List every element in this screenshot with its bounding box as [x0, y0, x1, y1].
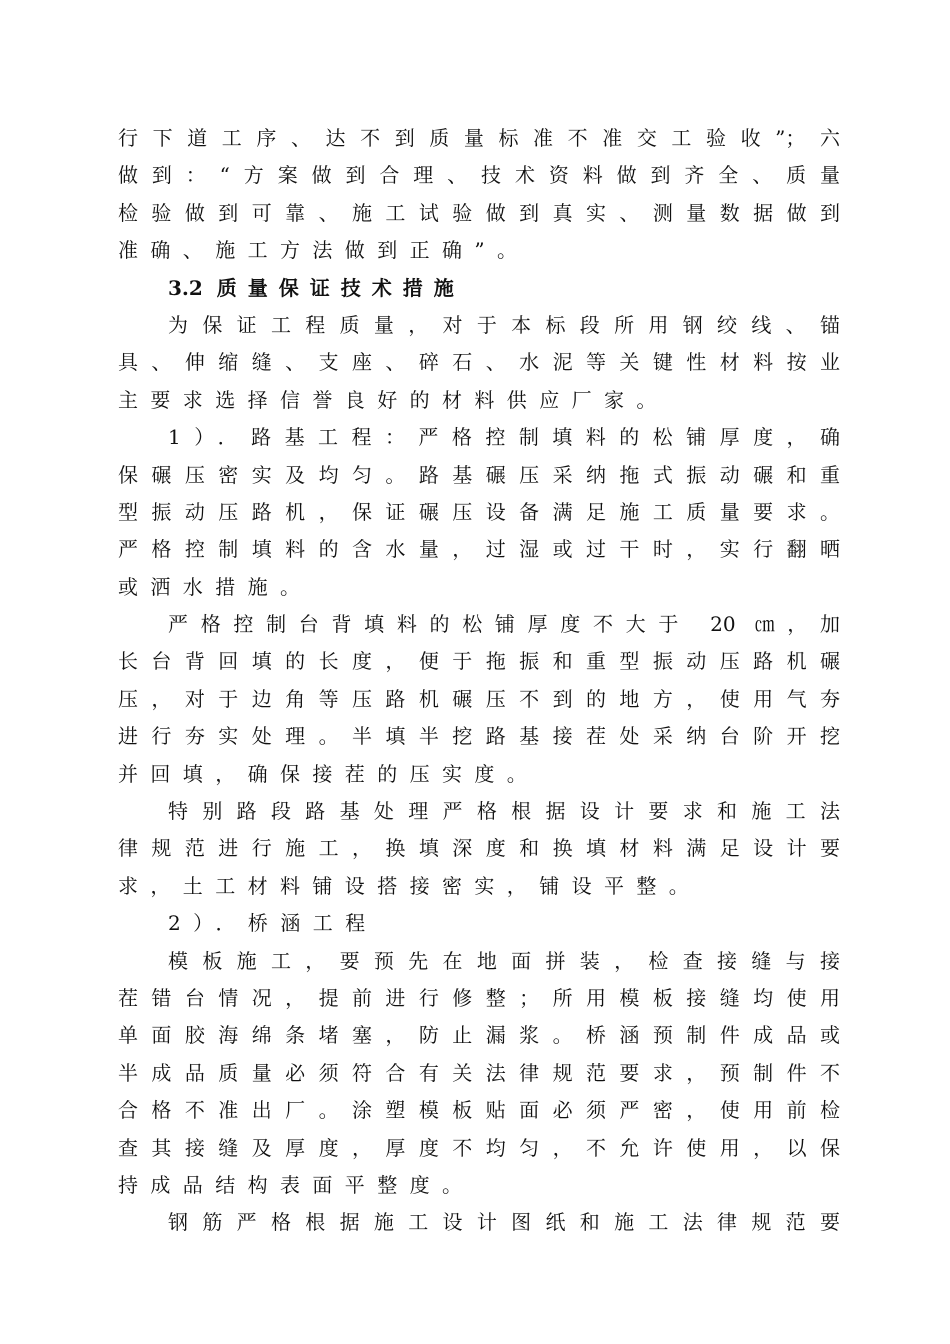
paragraph-line-6: 具、伸缩缝、支座、碎石、水泥等关键性材料按业 — [118, 350, 840, 375]
section-heading — [118, 270, 840, 307]
paragraph-line-9: 保碾压密实及均匀。路基碾压采纳拖式振动碾和重 — [118, 462, 840, 487]
paragraph-line-8: 1）．路基工程：严格控制填料的松铺厚度，确 — [168, 425, 840, 450]
paragraph-line-26: 合格不准出厂。涂塑模板贴面必须严密，使用前检 — [118, 1098, 840, 1123]
paragraph-line-20: 求，土工材料铺设搭接密实，铺设平整。 — [118, 873, 702, 898]
paragraph-line-23: 茬错台情况，提前进行修整；所用模板接缝均使用 — [118, 985, 840, 1010]
paragraph-line-1: 行下道工序、达不到质量标准不准交工验收”；六 — [118, 126, 840, 150]
paragraph-line-10: 型振动压路机，保证碾压设备满足施工质量要求。 — [118, 499, 840, 524]
paragraph-line-19: 律规范进行施工，换填深度和换填材料满足设计要 — [118, 836, 840, 861]
document-page — [118, 120, 840, 1242]
paragraph-line-29: 钢筋严格根据施工设计图纸和施工法律规范要 — [168, 1210, 840, 1235]
paragraph-line-2: 做到：“方案做到合理、技术资料做到齐全、质量 — [118, 163, 840, 188]
paragraph-line-27: 查其接缝及厚度，厚度不均匀，不允许使用，以保 — [118, 1135, 840, 1160]
paragraph-line-18: 特别路段路基处理严格根据设计要求和施工法 — [168, 799, 840, 824]
paragraph-line-17: 并回填，确保接茬的压实度。 — [118, 761, 540, 786]
paragraph-line-11: 严格控制填料的含水量，过湿或过干时，实行翻晒 — [118, 537, 840, 562]
paragraph-line-5: 为保证工程质量，对于本标段所用钢绞线、锚 — [168, 312, 840, 337]
paragraph-line-3: 检验做到可靠、施工试验做到真实、测量数据做到 — [118, 200, 840, 225]
paragraph-line-24: 单面胶海绵条堵塞，防止漏浆。桥涵预制件成品或 — [118, 1023, 840, 1048]
section-number: 3.2 — [168, 275, 203, 300]
paragraph-line-14: 长台背回填的长度，便于拖振和重型振动压路机碾 — [118, 649, 840, 674]
paragraph-line-28: 持成品结构表面平整度。 — [118, 1172, 475, 1197]
paragraph-line-22: 模板施工，要预先在地面拼装，检查接缝与接 — [168, 948, 840, 973]
paragraph-line-4: 准确、施工方法做到正确”。 — [118, 238, 530, 263]
paragraph-line-13: 严格控制台背填料的松铺厚度不大于 20 ㎝，加 — [168, 612, 840, 637]
subsection-heading: 2）．桥涵工程 — [168, 911, 378, 936]
paragraph-line-15: 压，对于边角等压路机碾压不到的地方，使用气夯 — [118, 686, 840, 711]
paragraph-line-12: 或洒水措施。 — [118, 574, 313, 599]
paragraph-line-16: 进行夯实处理。半填半挖路基接茬处采纳台阶开挖 — [118, 724, 840, 749]
paragraph-line-7: 主要求选择信誉良好的材料供应厂家。 — [118, 387, 669, 412]
paragraph-line-25: 半成品质量必须符合有关法律规范要求，预制件不 — [118, 1060, 840, 1085]
section-title: 质量保证技术措施 — [216, 275, 465, 300]
